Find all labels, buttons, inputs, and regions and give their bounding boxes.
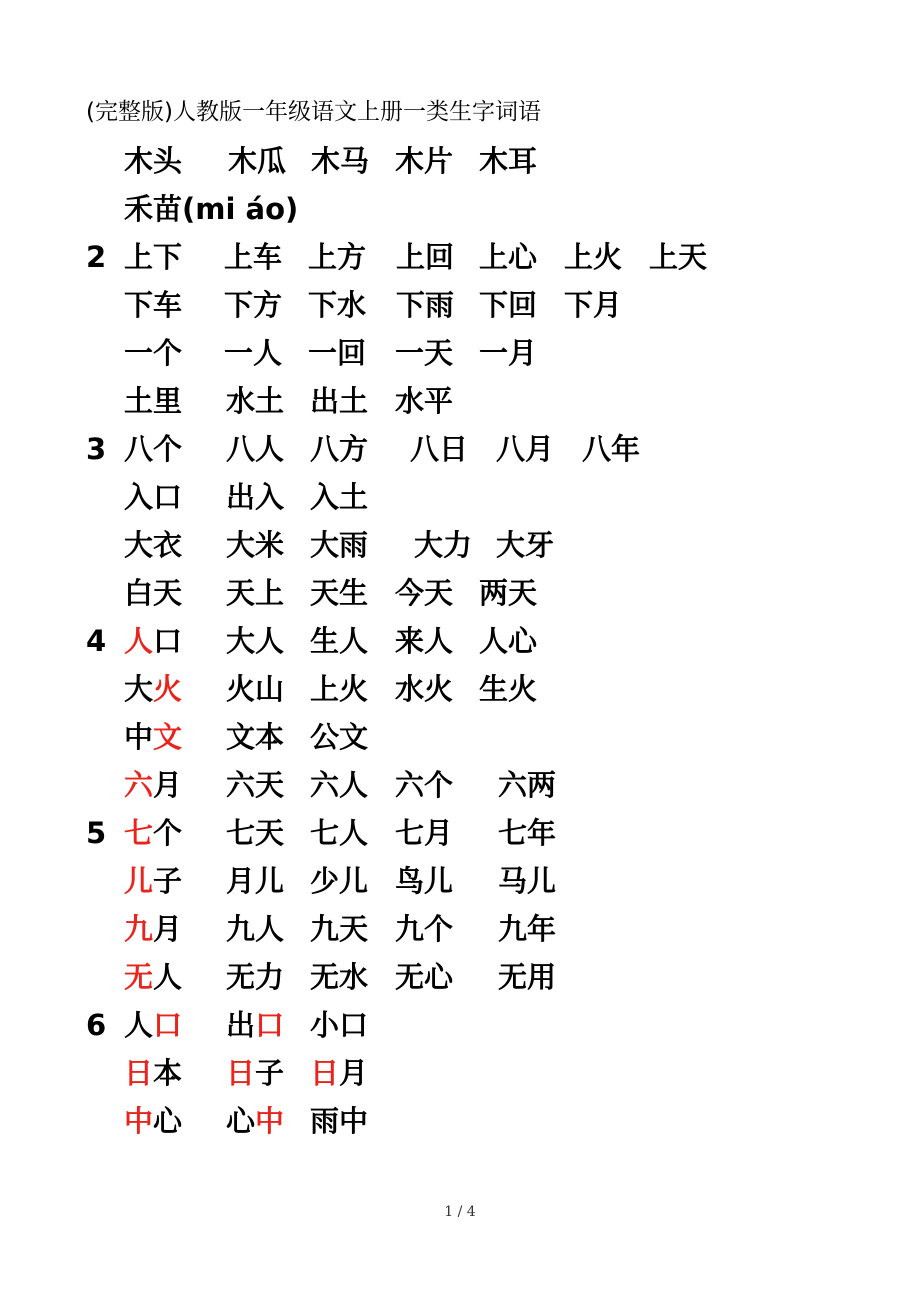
vocab-word xyxy=(498,909,556,949)
lesson-number: 2 xyxy=(86,240,107,274)
word-segment: 入土 xyxy=(310,480,369,514)
word-segment: 出入 xyxy=(226,480,285,514)
word-segment: 七人 xyxy=(310,816,369,850)
word-segment: 出土 xyxy=(310,384,369,418)
lesson-number: 4 xyxy=(86,624,107,658)
vocab-word xyxy=(311,141,369,181)
vocab-word xyxy=(226,765,284,805)
word-segment: 大米 xyxy=(226,528,285,562)
word-segment: 八月 xyxy=(496,432,555,466)
vocab-word xyxy=(124,429,182,469)
vocab-word xyxy=(395,141,453,181)
vocab-word xyxy=(308,285,366,325)
vocab-word xyxy=(395,573,453,613)
word-segment: 子 xyxy=(153,864,183,898)
vocab-word xyxy=(226,1101,284,1141)
highlighted-character: 火 xyxy=(153,672,183,706)
word-segment: 七年 xyxy=(498,816,557,850)
word-segment: 一人 xyxy=(224,336,283,370)
word-segment: 鸟儿 xyxy=(395,864,454,898)
word-segment: 人心 xyxy=(479,624,538,658)
word-segment: 下回 xyxy=(479,288,538,322)
vocab-word xyxy=(479,237,537,277)
word-segment: 木耳 xyxy=(479,144,538,178)
highlighted-character: 口 xyxy=(153,1008,183,1042)
vocab-word xyxy=(124,717,182,757)
vocab-word xyxy=(649,237,707,277)
vocab-word xyxy=(124,573,182,613)
vocab-word xyxy=(124,141,182,181)
word-segment: 六个 xyxy=(395,768,454,802)
highlighted-character: 中 xyxy=(255,1104,285,1138)
word-segment: 七天 xyxy=(226,816,285,850)
vocab-word xyxy=(226,909,284,949)
word-segment: 雨中 xyxy=(310,1104,369,1138)
word-segment: 水土 xyxy=(226,384,285,418)
word-segment: 木马 xyxy=(311,144,370,178)
word-segment: 无用 xyxy=(498,960,557,994)
vocab-word xyxy=(226,573,284,613)
word-segment: 月 xyxy=(153,768,183,802)
vocab-word xyxy=(308,237,366,277)
vocab-word xyxy=(124,861,182,901)
vocab-word xyxy=(124,1101,182,1141)
word-segment: 人 xyxy=(124,1008,154,1042)
vocab-word xyxy=(479,141,537,181)
highlighted-character: 文 xyxy=(153,720,183,754)
vocab-word xyxy=(310,477,368,517)
word-segment: 禾苗(mi áo) xyxy=(124,192,299,226)
word-segment: 无心 xyxy=(395,960,454,994)
word-segment: 八方 xyxy=(310,432,369,466)
vocab-word xyxy=(226,717,284,757)
word-segment: 火山 xyxy=(226,672,285,706)
word-segment: 大 xyxy=(124,672,154,706)
vocab-word xyxy=(124,765,182,805)
vocab-word xyxy=(396,285,454,325)
word-segment: 水火 xyxy=(395,672,454,706)
word-segment: 土里 xyxy=(124,384,183,418)
vocab-word xyxy=(310,765,368,805)
vocab-word xyxy=(310,861,368,901)
vocab-word xyxy=(395,861,453,901)
vocab-word xyxy=(310,381,368,421)
word-segment: 今天 xyxy=(395,576,454,610)
vocab-word xyxy=(498,957,556,997)
vocab-word xyxy=(310,669,368,709)
word-segment: 无力 xyxy=(226,960,285,994)
highlighted-character: 中 xyxy=(124,1104,154,1138)
highlighted-character: 日 xyxy=(124,1056,154,1090)
highlighted-character: 人 xyxy=(124,624,154,658)
word-segment: 一回 xyxy=(308,336,367,370)
word-segment: 月 xyxy=(153,912,183,946)
vocab-word xyxy=(124,1053,182,1093)
vocab-word xyxy=(564,285,622,325)
word-segment: 两天 xyxy=(479,576,538,610)
word-segment: 出 xyxy=(226,1008,256,1042)
vocab-word xyxy=(395,333,453,373)
word-segment: 大牙 xyxy=(496,528,555,562)
word-segment: 大人 xyxy=(226,624,285,658)
vocab-word xyxy=(498,813,556,853)
vocab-word xyxy=(226,621,284,661)
vocab-word xyxy=(396,237,454,277)
word-segment: 九个 xyxy=(395,912,454,946)
highlighted-character: 无 xyxy=(124,960,154,994)
vocab-word xyxy=(498,765,556,805)
word-segment: 文本 xyxy=(226,720,285,754)
page-number: 1 / 4 xyxy=(444,1204,476,1220)
word-segment: 大雨 xyxy=(310,528,369,562)
word-segment: 少儿 xyxy=(310,864,369,898)
vocab-word xyxy=(310,957,368,997)
vocab-word xyxy=(224,333,282,373)
word-segment: 下月 xyxy=(564,288,623,322)
word-segment: 上心 xyxy=(479,240,538,274)
word-segment: 八日 xyxy=(410,432,469,466)
word-segment: 九年 xyxy=(498,912,557,946)
word-segment: 九人 xyxy=(226,912,285,946)
word-segment: 下方 xyxy=(224,288,283,322)
vocab-word xyxy=(226,1053,284,1093)
vocab-word xyxy=(226,525,284,565)
vocab-word xyxy=(496,429,554,469)
word-segment: 八年 xyxy=(582,432,641,466)
word-segment: 上天 xyxy=(649,240,708,274)
vocab-word xyxy=(395,621,453,661)
word-segment: 月儿 xyxy=(226,864,285,898)
vocab-word xyxy=(124,381,182,421)
word-segment: 八个 xyxy=(124,432,183,466)
vocab-word xyxy=(124,237,182,277)
word-segment: 公文 xyxy=(310,720,369,754)
word-segment: 下水 xyxy=(308,288,367,322)
vocab-word xyxy=(479,285,537,325)
vocab-word xyxy=(226,957,284,997)
word-segment: 上方 xyxy=(308,240,367,274)
highlighted-character: 日 xyxy=(310,1056,340,1090)
vocab-word xyxy=(395,765,453,805)
word-segment: 来人 xyxy=(395,624,454,658)
vocab-word xyxy=(310,621,368,661)
highlighted-character: 七 xyxy=(124,816,154,850)
word-segment: 九天 xyxy=(310,912,369,946)
word-segment: 水平 xyxy=(395,384,454,418)
word-segment: 下车 xyxy=(124,288,183,322)
highlighted-character: 儿 xyxy=(124,864,154,898)
word-segment: 白天 xyxy=(124,576,183,610)
vocab-word xyxy=(310,1101,368,1141)
vocab-word xyxy=(226,1005,284,1045)
vocab-word xyxy=(479,621,537,661)
word-segment: 人 xyxy=(153,960,183,994)
document-title: (完整版)人教版一年级语文上册一类生字词语 xyxy=(86,99,541,125)
vocab-word xyxy=(410,429,468,469)
highlighted-character: 日 xyxy=(226,1056,256,1090)
word-segment: 个 xyxy=(153,816,183,850)
word-segment: 大衣 xyxy=(124,528,183,562)
word-segment: 无水 xyxy=(310,960,369,994)
lesson-number: 5 xyxy=(86,816,107,850)
vocab-word xyxy=(395,669,453,709)
vocab-word xyxy=(226,861,284,901)
word-segment: 本 xyxy=(153,1056,183,1090)
word-segment: 木头 xyxy=(124,144,183,178)
vocab-word xyxy=(310,1005,368,1045)
word-segment: 一天 xyxy=(395,336,454,370)
vocab-word xyxy=(124,1005,182,1045)
word-segment: 生火 xyxy=(479,672,538,706)
vocab-word xyxy=(308,333,366,373)
word-segment: 天上 xyxy=(226,576,285,610)
word-segment: 上火 xyxy=(564,240,623,274)
highlighted-character: 口 xyxy=(255,1008,285,1042)
vocab-word xyxy=(414,525,472,565)
vocab-word xyxy=(226,813,284,853)
word-segment: 上车 xyxy=(224,240,283,274)
vocab-word xyxy=(124,909,182,949)
word-segment: 大力 xyxy=(414,528,473,562)
vocab-word xyxy=(310,525,368,565)
word-segment: 七月 xyxy=(395,816,454,850)
vocab-word xyxy=(124,477,182,517)
word-segment: 六两 xyxy=(498,768,557,802)
word-segment: 一个 xyxy=(124,336,183,370)
vocab-word xyxy=(224,285,282,325)
word-segment: 小口 xyxy=(310,1008,369,1042)
vocab-word xyxy=(582,429,640,469)
vocab-word xyxy=(479,573,537,613)
vocab-word xyxy=(226,381,284,421)
word-segment: 生人 xyxy=(310,624,369,658)
vocab-word xyxy=(310,573,368,613)
vocab-word xyxy=(124,189,298,229)
lesson-number: 6 xyxy=(86,1008,107,1042)
word-segment: 一月 xyxy=(479,336,538,370)
word-segment: 下雨 xyxy=(396,288,455,322)
vocab-word xyxy=(226,669,284,709)
vocab-word xyxy=(228,141,286,181)
word-segment: 八人 xyxy=(226,432,285,466)
word-segment: 六天 xyxy=(226,768,285,802)
vocab-word xyxy=(124,285,182,325)
vocab-word xyxy=(479,669,537,709)
highlighted-character: 六 xyxy=(124,768,154,802)
word-segment: 马儿 xyxy=(498,864,557,898)
vocab-word xyxy=(124,621,182,661)
word-segment: 上回 xyxy=(396,240,455,274)
word-segment: 心 xyxy=(153,1104,183,1138)
vocab-word xyxy=(479,333,537,373)
word-segment: 月 xyxy=(339,1056,369,1090)
vocab-word xyxy=(310,429,368,469)
word-segment: 木片 xyxy=(395,144,454,178)
vocab-word xyxy=(226,477,284,517)
word-segment: 子 xyxy=(255,1056,285,1090)
vocab-word xyxy=(124,669,182,709)
vocab-word xyxy=(496,525,554,565)
vocab-word xyxy=(395,909,453,949)
highlighted-character: 九 xyxy=(124,912,154,946)
word-segment: 口 xyxy=(153,624,183,658)
vocab-word xyxy=(395,381,453,421)
vocab-word xyxy=(124,333,182,373)
lesson-number: 3 xyxy=(86,432,107,466)
word-segment: 中 xyxy=(124,720,154,754)
vocab-word xyxy=(124,957,182,997)
word-segment: 心 xyxy=(226,1104,256,1138)
word-segment: 六人 xyxy=(310,768,369,802)
word-segment: 天生 xyxy=(310,576,369,610)
vocab-word xyxy=(395,957,453,997)
vocab-word xyxy=(310,717,368,757)
vocab-word xyxy=(310,909,368,949)
word-segment: 入口 xyxy=(124,480,183,514)
word-segment: 木瓜 xyxy=(228,144,287,178)
vocab-word xyxy=(498,861,556,901)
vocab-word xyxy=(226,429,284,469)
vocab-word xyxy=(310,1053,368,1093)
word-segment: 上下 xyxy=(124,240,183,274)
vocab-word xyxy=(564,237,622,277)
vocab-word xyxy=(224,237,282,277)
vocab-word xyxy=(395,813,453,853)
vocab-word xyxy=(124,813,182,853)
word-segment: 上火 xyxy=(310,672,369,706)
vocab-word xyxy=(310,813,368,853)
vocab-word xyxy=(124,525,182,565)
